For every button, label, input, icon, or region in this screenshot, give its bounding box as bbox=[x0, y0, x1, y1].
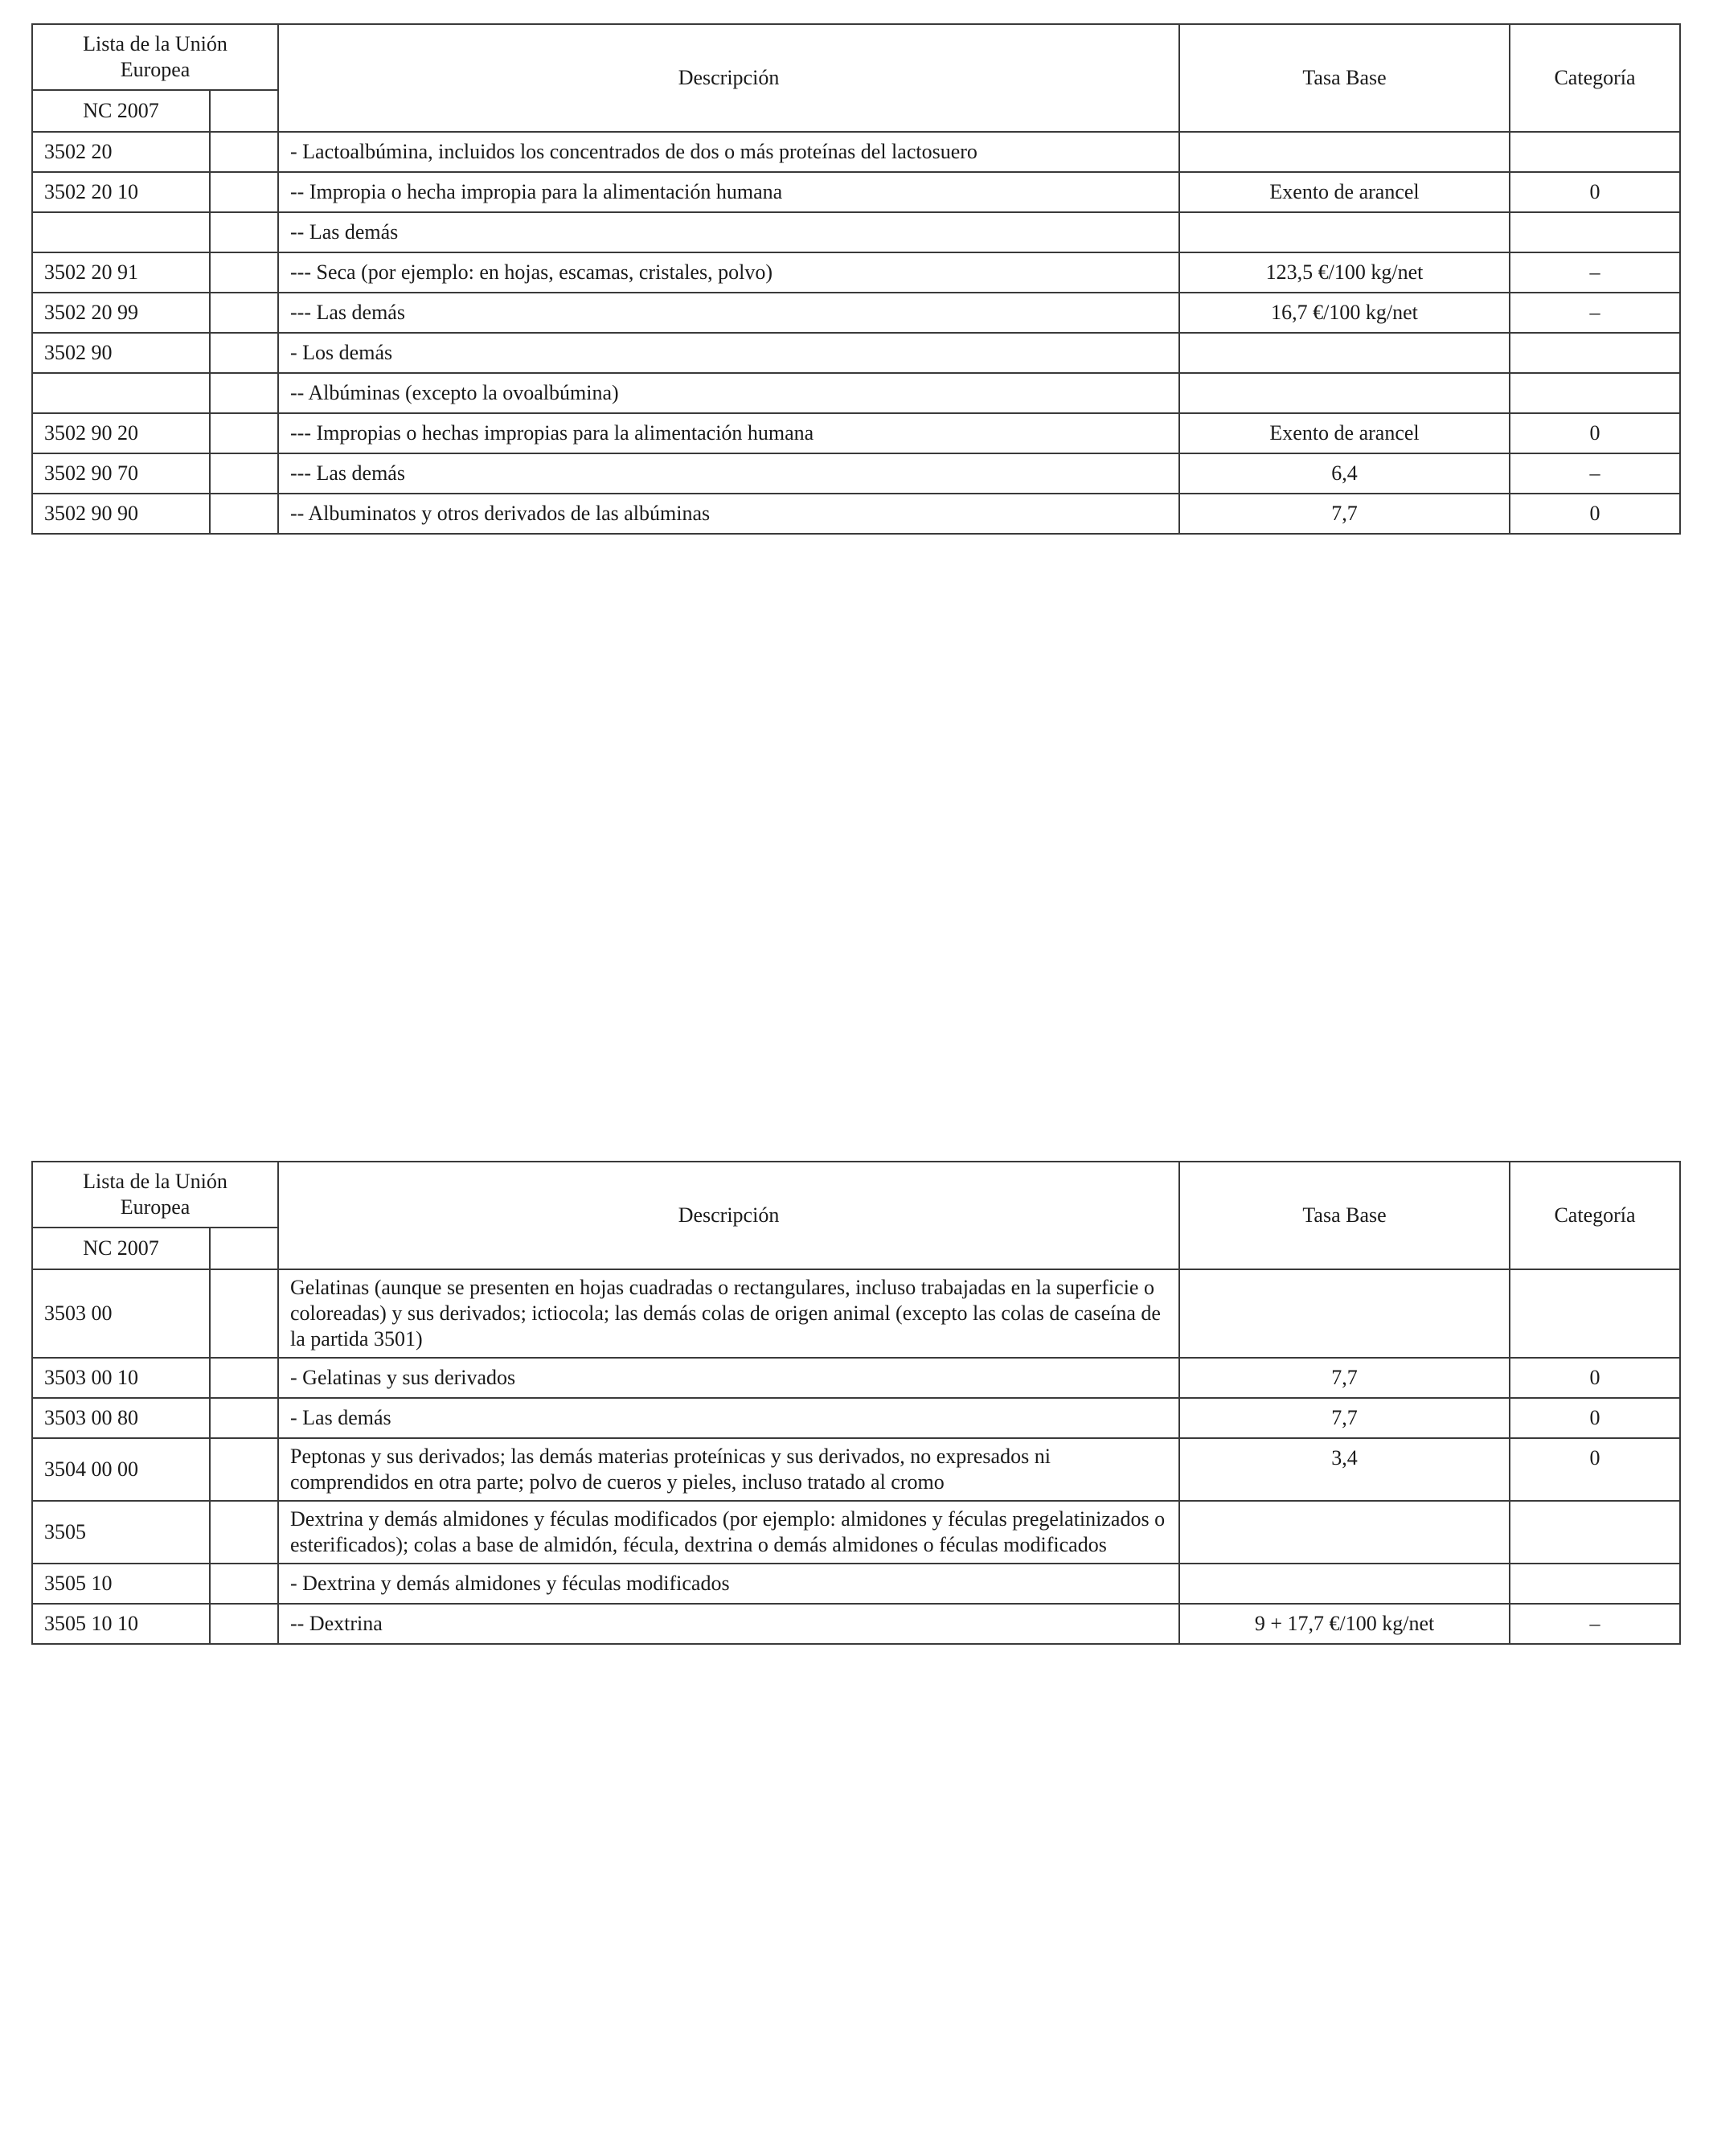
header-list-line2: Europea bbox=[120, 58, 191, 81]
table-row bbox=[32, 453, 1680, 494]
category-cell bbox=[1510, 1501, 1680, 1564]
category-cell bbox=[1510, 212, 1680, 252]
rate-cell bbox=[1179, 373, 1510, 413]
code-cell: 3502 20 10 bbox=[32, 172, 210, 212]
header-nc: NC 2007 bbox=[32, 90, 210, 132]
subcode-cell bbox=[210, 132, 278, 172]
rate-cell: 123,5 €/100 kg/net bbox=[1179, 252, 1510, 293]
table-row bbox=[32, 293, 1680, 333]
subcode-cell bbox=[210, 333, 278, 373]
header-empty-cell bbox=[210, 1228, 278, 1269]
category-cell bbox=[1510, 1269, 1680, 1358]
rate-cell: 7,7 bbox=[1179, 1358, 1510, 1398]
code-cell: 3502 20 99 bbox=[32, 293, 210, 333]
rate-cell: Exento de arancel bbox=[1179, 172, 1510, 212]
description-cell: - Los demás bbox=[278, 333, 1179, 373]
table-row bbox=[32, 1398, 1680, 1438]
description-cell: - Dextrina y demás almidones y féculas modificados bbox=[278, 1564, 1179, 1604]
header-list-line1: Lista de la Unión bbox=[83, 1170, 227, 1193]
table-row bbox=[32, 1438, 1680, 1501]
category-cell bbox=[1510, 333, 1680, 373]
table-row bbox=[32, 1358, 1680, 1398]
table-row bbox=[32, 413, 1680, 453]
category-cell: 0 bbox=[1510, 1358, 1680, 1398]
description-cell: --- Las demás bbox=[278, 453, 1179, 494]
header-rate: Tasa Base bbox=[1179, 24, 1510, 132]
table-row bbox=[32, 333, 1680, 373]
description-cell: -- Albúminas (excepto la ovoalbúmina) bbox=[278, 373, 1179, 413]
header-description: Descripción bbox=[278, 1162, 1179, 1269]
code-cell: 3503 00 80 bbox=[32, 1398, 210, 1438]
header-list-line1: Lista de la Unión bbox=[83, 32, 227, 55]
code-cell: 3504 00 00 bbox=[32, 1438, 210, 1501]
code-cell: 3502 90 70 bbox=[32, 453, 210, 494]
subcode-cell bbox=[210, 453, 278, 494]
description-cell: -- Impropia o hecha impropia para la alimentación humana bbox=[278, 172, 1179, 212]
tariff-table-2 bbox=[31, 1161, 1681, 1645]
rate-cell bbox=[1179, 212, 1510, 252]
code-cell: 3502 90 bbox=[32, 333, 210, 373]
header-category: Categoría bbox=[1510, 24, 1680, 132]
table-row bbox=[32, 1269, 1680, 1358]
code-cell bbox=[32, 373, 210, 413]
category-cell bbox=[1510, 132, 1680, 172]
description-cell: - Gelatinas y sus derivados bbox=[278, 1358, 1179, 1398]
rate-cell: 7,7 bbox=[1179, 494, 1510, 534]
header-row bbox=[32, 1162, 1680, 1228]
description-cell: --- Seca (por ejemplo: en hojas, escamas, cristales, polvo) bbox=[278, 252, 1179, 293]
description-cell: - Las demás bbox=[278, 1398, 1179, 1438]
description-cell: Dextrina y demás almidones y féculas modificados (por ejemplo: almidones y féculas pregelatinizados o esterificados); colas a base de almidón, fécula, dextrina o demás almidones o féculas modificados bbox=[278, 1501, 1179, 1564]
subcode-cell bbox=[210, 172, 278, 212]
description-cell: -- Las demás bbox=[278, 212, 1179, 252]
subcode-cell bbox=[210, 1398, 278, 1438]
subcode-cell bbox=[210, 413, 278, 453]
category-cell: – bbox=[1510, 293, 1680, 333]
category-cell: 0 bbox=[1510, 494, 1680, 534]
rate-cell bbox=[1179, 132, 1510, 172]
subcode-cell bbox=[210, 1269, 278, 1358]
rate-cell bbox=[1179, 1564, 1510, 1604]
category-cell: 0 bbox=[1510, 413, 1680, 453]
header-category: Categoría bbox=[1510, 1162, 1680, 1269]
description-cell: -- Dextrina bbox=[278, 1604, 1179, 1644]
table-row bbox=[32, 494, 1680, 534]
category-cell: 0 bbox=[1510, 1398, 1680, 1438]
description-cell: -- Albuminatos y otros derivados de las albúminas bbox=[278, 494, 1179, 534]
code-cell: 3502 90 90 bbox=[32, 494, 210, 534]
subcode-cell bbox=[210, 293, 278, 333]
category-cell: – bbox=[1510, 252, 1680, 293]
header-list-cell bbox=[32, 1162, 278, 1228]
rate-cell: 3,4 bbox=[1179, 1438, 1510, 1501]
rate-cell: Exento de arancel bbox=[1179, 413, 1510, 453]
code-cell: 3505 10 bbox=[32, 1564, 210, 1604]
description-cell: --- Impropias o hechas impropias para la alimentación humana bbox=[278, 413, 1179, 453]
table-row bbox=[32, 1501, 1680, 1564]
header-list-cell bbox=[32, 24, 278, 90]
category-cell: 0 bbox=[1510, 1438, 1680, 1501]
code-cell: 3505 10 10 bbox=[32, 1604, 210, 1644]
table-row bbox=[32, 1564, 1680, 1604]
description-cell: - Lactoalbúmina, incluidos los concentrados de dos o más proteínas del lactosuero bbox=[278, 132, 1179, 172]
subcode-cell bbox=[210, 1358, 278, 1398]
table-row bbox=[32, 172, 1680, 212]
header-description: Descripción bbox=[278, 24, 1179, 132]
rate-cell bbox=[1179, 1501, 1510, 1564]
subcode-cell bbox=[210, 252, 278, 293]
subcode-cell bbox=[210, 212, 278, 252]
table-row bbox=[32, 373, 1680, 413]
description-cell: Gelatinas (aunque se presenten en hojas cuadradas o rectangulares, incluso trabajadas en la superficie o coloreadas) y sus derivados; ictiocola; las demás colas de origen animal (excepto las colas de caseína de la partida 3501) bbox=[278, 1269, 1179, 1358]
category-cell bbox=[1510, 373, 1680, 413]
rate-cell bbox=[1179, 333, 1510, 373]
code-cell: 3502 90 20 bbox=[32, 413, 210, 453]
subcode-cell bbox=[210, 1501, 278, 1564]
header-row bbox=[32, 24, 1680, 90]
category-cell bbox=[1510, 1564, 1680, 1604]
header-empty-cell bbox=[210, 90, 278, 132]
code-cell bbox=[32, 212, 210, 252]
subcode-cell bbox=[210, 373, 278, 413]
table-row bbox=[32, 252, 1680, 293]
code-cell: 3503 00 bbox=[32, 1269, 210, 1358]
code-cell: 3502 20 91 bbox=[32, 252, 210, 293]
description-cell: --- Las demás bbox=[278, 293, 1179, 333]
subcode-cell bbox=[210, 1564, 278, 1604]
category-cell: – bbox=[1510, 1604, 1680, 1644]
rate-cell: 7,7 bbox=[1179, 1398, 1510, 1438]
subcode-cell bbox=[210, 1604, 278, 1644]
category-cell: – bbox=[1510, 453, 1680, 494]
header-rate: Tasa Base bbox=[1179, 1162, 1510, 1269]
table-row bbox=[32, 1604, 1680, 1644]
header-list-line2: Europea bbox=[120, 1195, 191, 1219]
subcode-cell bbox=[210, 494, 278, 534]
code-cell: 3503 00 10 bbox=[32, 1358, 210, 1398]
subcode-cell bbox=[210, 1438, 278, 1501]
code-cell: 3502 20 bbox=[32, 132, 210, 172]
rate-cell: 6,4 bbox=[1179, 453, 1510, 494]
table-row bbox=[32, 132, 1680, 172]
tariff-table-1 bbox=[31, 23, 1681, 535]
category-cell: 0 bbox=[1510, 172, 1680, 212]
code-cell: 3505 bbox=[32, 1501, 210, 1564]
header-nc: NC 2007 bbox=[32, 1228, 210, 1269]
rate-cell bbox=[1179, 1269, 1510, 1358]
table-row bbox=[32, 212, 1680, 252]
description-cell: Peptonas y sus derivados; las demás materias proteínicas y sus derivados, no expresados ni comprendidos en otra parte; polvo de cueros y pieles, incluso tratado al cromo bbox=[278, 1438, 1179, 1501]
rate-cell: 16,7 €/100 kg/net bbox=[1179, 293, 1510, 333]
rate-cell: 9 + 17,7 €/100 kg/net bbox=[1179, 1604, 1510, 1644]
